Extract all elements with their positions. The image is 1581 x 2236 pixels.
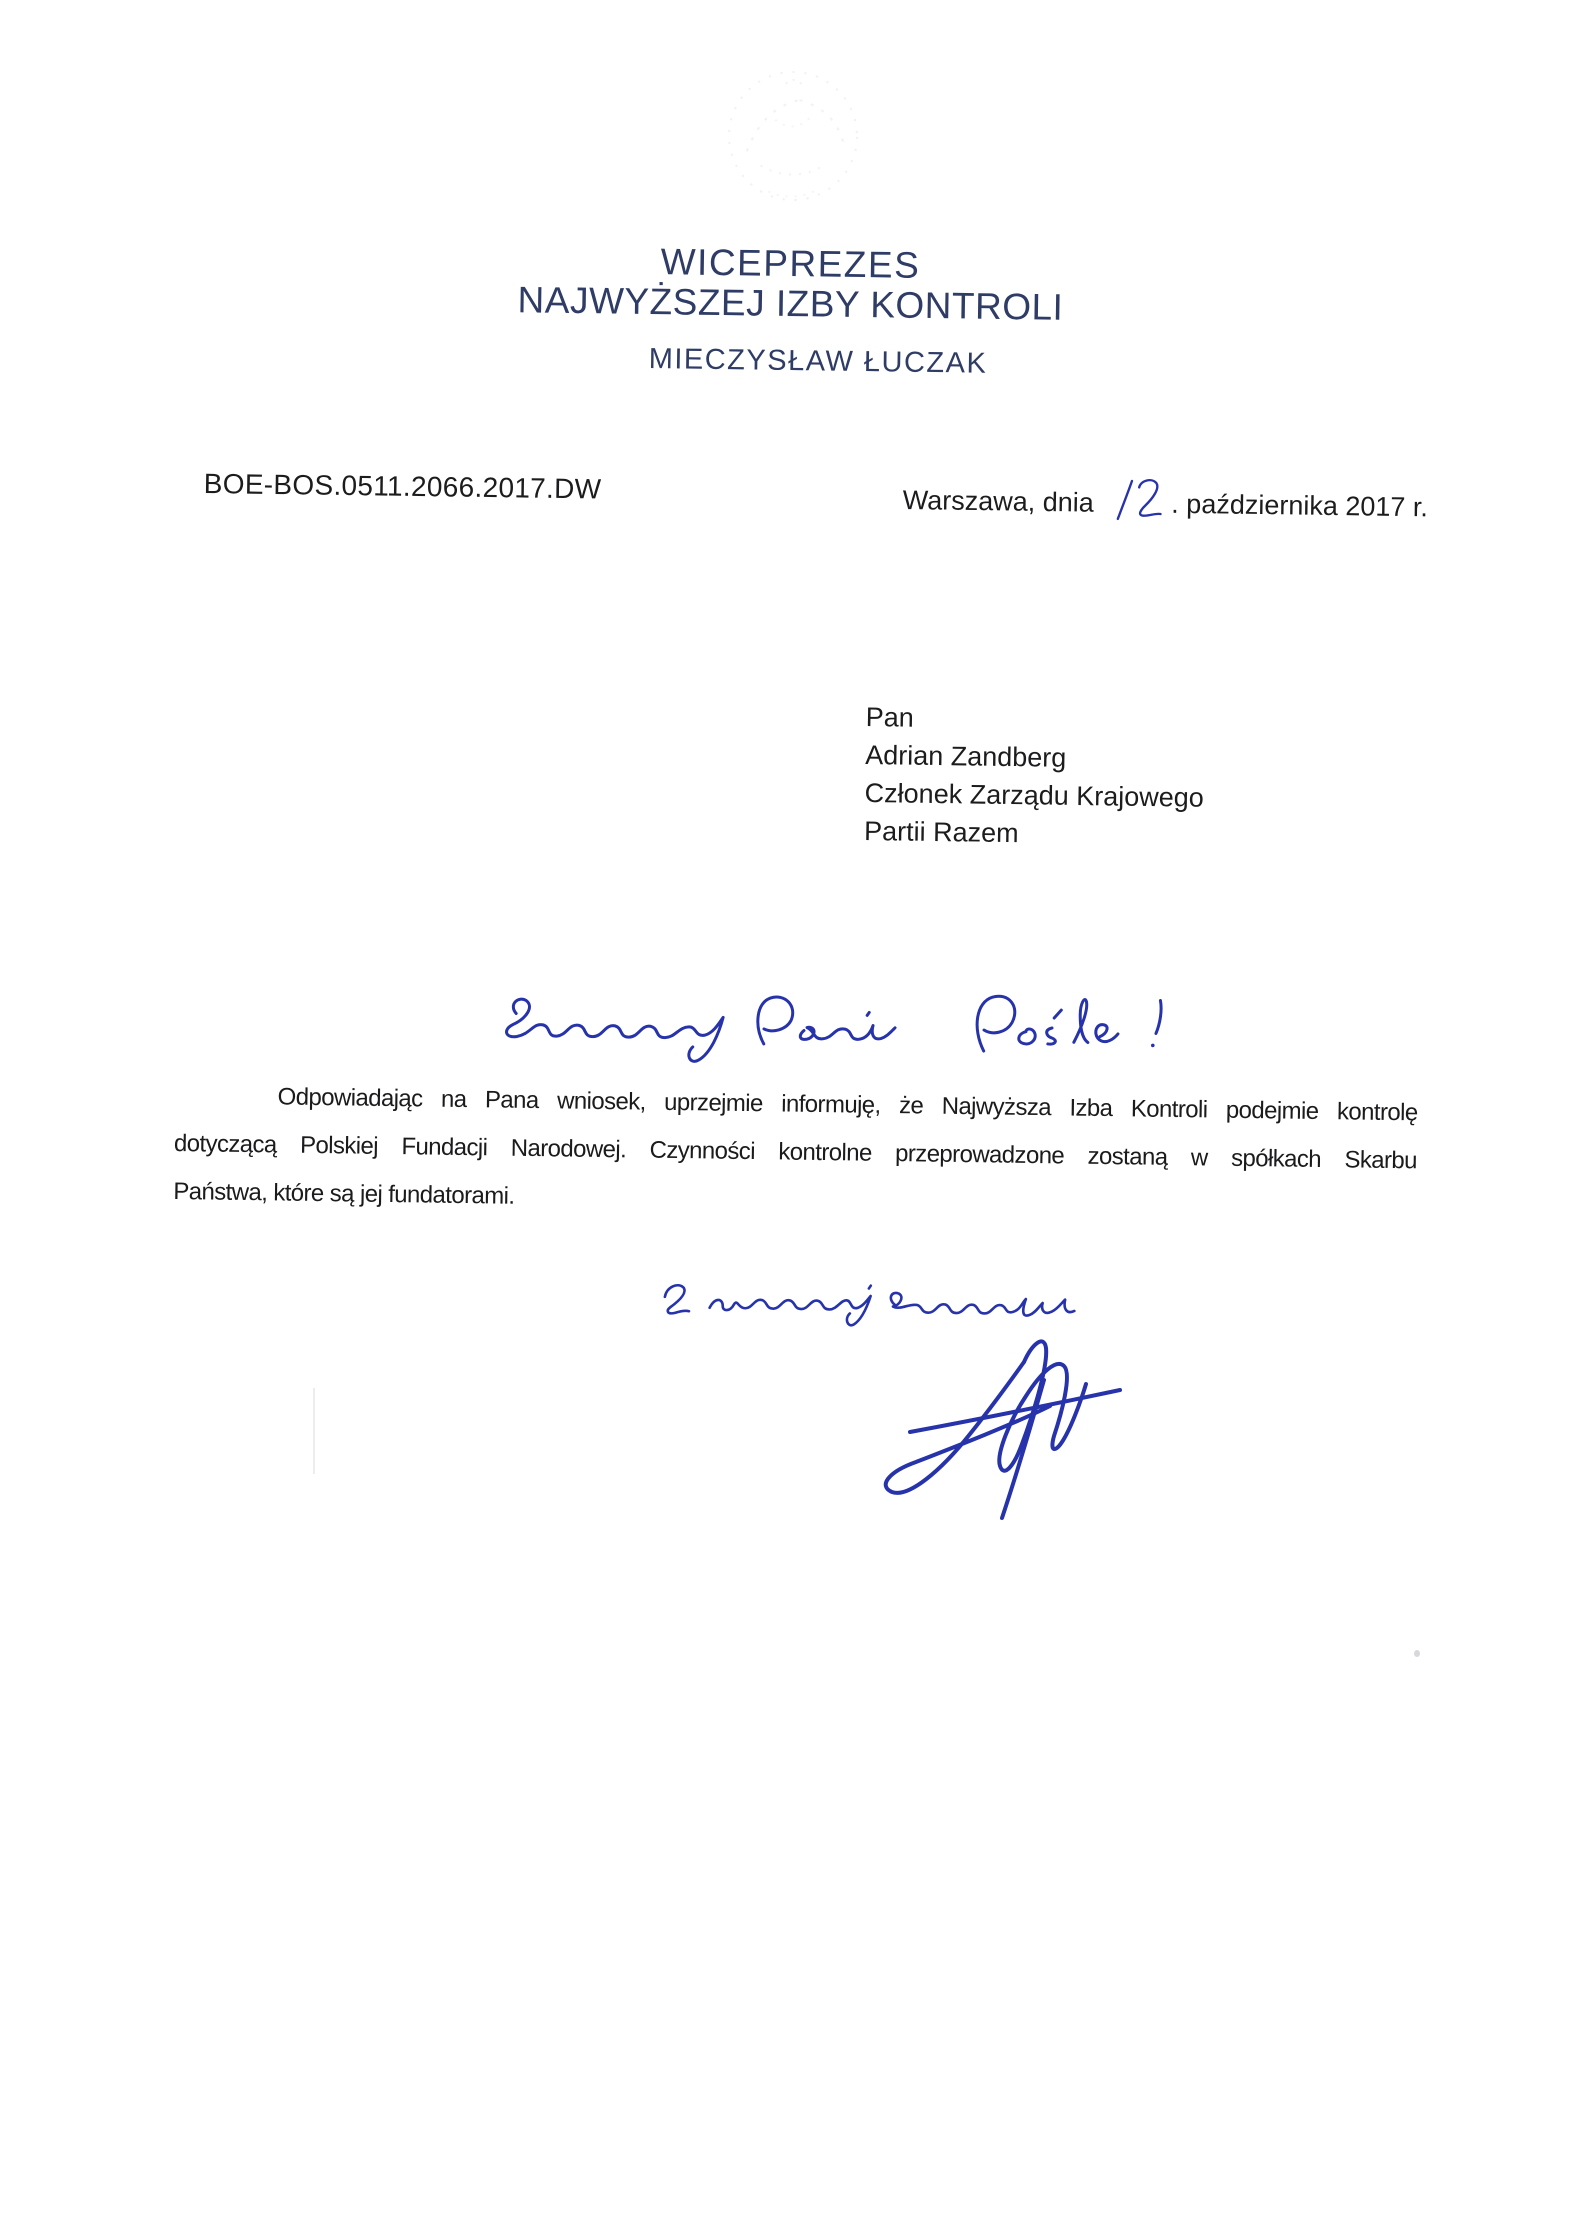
handwritten-signature — [852, 1318, 1154, 1536]
recipient-line: Pan — [865, 701, 914, 733]
body-paragraph — [173, 1072, 1418, 1233]
body-line: Odpowiadając na Pana wniosek, uprzejmie informuję, że Najwyższa Izba Kontroli podejmie kontrolę — [277, 1083, 1418, 1127]
scan-artifact-line — [313, 1388, 315, 1474]
letterhead-title-line2: NAJWYŻSZEJ IZBY KONTROLI — [517, 279, 1064, 328]
recipient-block — [864, 698, 1205, 855]
handwritten-day-number — [1111, 471, 1170, 526]
dateline-prefix: Warszawa, dnia — [902, 484, 1102, 518]
polish-eagle-watermark-icon — [704, 55, 884, 219]
body-line: dotyczącą Polskiej Fundacji Narodowej. Czynności kontrolne przeprowadzone zostaną w spółkach Skarbu — [173, 1129, 1418, 1175]
recipient-line: Partii Razem — [863, 815, 1019, 849]
body-line: Państwa, które są jej fundatorami. — [173, 1177, 515, 1210]
recipient-line: Członek Zarządu Krajowego — [864, 777, 1205, 813]
letterhead-official-name: MIECZYSŁAW ŁUCZAK — [648, 343, 988, 380]
recipient-line: Adrian Zandberg — [864, 739, 1067, 773]
dateline-suffix: . października 2017 r. — [1171, 488, 1429, 523]
letterhead-title-line1: WICEPREZES — [660, 241, 921, 286]
scan-artifact-speck — [1414, 1650, 1420, 1657]
reference-number: BOE-BOS.0511.2066.2017.DW — [203, 468, 602, 505]
dateline — [903, 482, 1429, 523]
handwritten-salutation — [491, 973, 1184, 1085]
